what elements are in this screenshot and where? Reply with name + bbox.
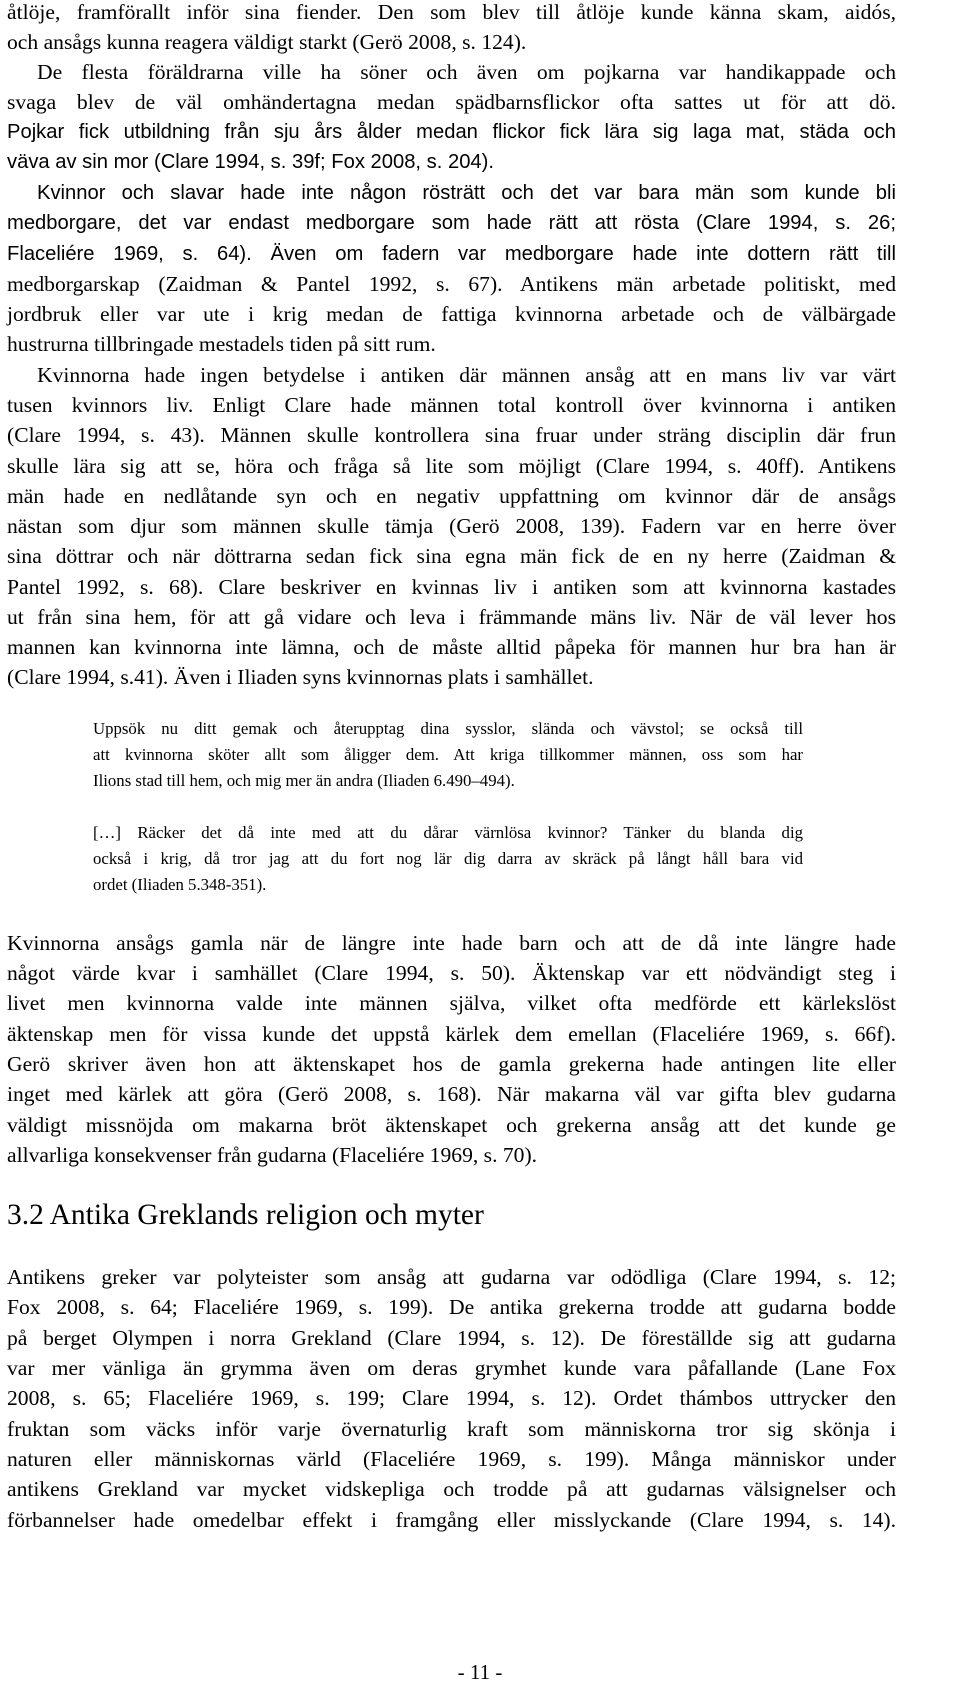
paragraph-6-line-8: antikens Grekland var mycket vidskepliga och trodde på att gudarnas välsignelser och bbox=[7, 1477, 896, 1501]
paragraph-3-line-6: hustrurna tillbringade mestadels tiden på sitt rum. bbox=[7, 332, 436, 356]
block-quote-2-line-1: […] Räcker det då inte med att du dårar värnlösa kvinnor? Tänker du blanda dig bbox=[93, 823, 803, 842]
paragraph-4-line-10: mannen kan kvinnorna inte lämna, och de måste alltid påpeka för mannen hur bra han är bbox=[7, 635, 896, 659]
paragraph-5-line-4: äktenskap men för vissa kunde det uppstå kärlek dem emellan (Flaceliére 1969, s. 66f). bbox=[7, 1022, 896, 1046]
paragraph-5-line-5: Gerö skriver även hon att äktenskapet hos de gamla grekerna hade antingen lite eller bbox=[7, 1052, 896, 1076]
block-quote-1-line-3: Ilions stad till hem, och mig mer än andra (Iliaden 6.490–494). bbox=[93, 771, 515, 790]
paragraph-3-line-5: jordbruk eller var ute i krig medan de fattiga kvinnorna arbetade och de välbärgade bbox=[7, 302, 896, 326]
block-quote-2-line-3: ordet (Iliaden 5.348-351). bbox=[93, 875, 267, 894]
paragraph-3-line-1: Kvinnor och slavar hade inte någon rösträtt och det var bara män som kunde bli bbox=[37, 182, 896, 204]
paragraph-5-line-7: väldigt missnöjda om makarna bröt äktenskapet och grekerna ansåg att det kunde ge bbox=[7, 1113, 896, 1137]
paragraph-5-line-3: livet men kvinnorna valde inte männen själva, vilket ofta medförde ett kärlekslöst bbox=[7, 991, 896, 1015]
paragraph-4-line-7: sina döttrar och när döttrarna sedan fick sina egna män fick de en ny herre (Zaidman & bbox=[7, 544, 896, 568]
block-quote-2-line-2: också i krig, då tror jag att du fort nog lär dig darra av skräck på långt håll bara vid bbox=[93, 849, 803, 868]
block-quote-1-line-2: att kvinnorna sköter allt som åligger dem. Att kriga tillkommer männen, oss som har bbox=[93, 745, 803, 764]
paragraph-3-line-4: medborgarskap (Zaidman & Pantel 1992, s. 67). Antikens män arbetade politiskt, med bbox=[7, 272, 896, 296]
paragraph-6-line-9: förbannelser hade omedelbar effekt i framgång eller misslyckande (Clare 1994, s. 14). bbox=[7, 1508, 896, 1532]
paragraph-3-line-2: medborgare, det var endast medborgare som hade rätt att rösta (Clare 1994, s. 26; bbox=[7, 212, 896, 234]
paragraph-6-line-3: på berget Olympen i norra Grekland (Clare 1994, s. 12). De föreställde sig att gudarna bbox=[7, 1326, 896, 1350]
paragraph-2-line-2: svaga blev de väl omhändertagna medan spädbarnsflickor ofta sattes ut för att dö. bbox=[7, 90, 896, 114]
paragraph-5-line-1: Kvinnorna ansågs gamla när de längre inte hade barn och att de då inte längre hade bbox=[7, 931, 896, 955]
section-heading: 3.2 Antika Greklands religion och myter bbox=[7, 1199, 484, 1231]
paragraph-2-line-1: De flesta föräldrarna ville ha söner och även om pojkarna var handikappade och bbox=[37, 60, 896, 84]
paragraph-6-line-6: fruktan som väcks inför varje övernaturlig kraft som människorna tror sig skönja i bbox=[7, 1417, 896, 1441]
block-quote-1-line-1: Uppsök nu ditt gemak och återupptag dina sysslor, slända och vävstol; se också till bbox=[93, 719, 803, 738]
paragraph-4-line-1: Kvinnorna hade ingen betydelse i antiken där männen ansåg att en mans liv var värt bbox=[37, 363, 896, 387]
paragraph-5-line-2: något värde kvar i samhället (Clare 1994, s. 50). Äktenskap var ett nödvändigt steg i bbox=[7, 961, 896, 985]
paragraph-1-line-2: och ansågs kunna reagera väldigt starkt (Gerö 2008, s. 124). bbox=[7, 30, 527, 54]
paragraph-2-line-4: väva av sin mor (Clare 1994, s. 39f; Fox 2008, s. 204). bbox=[7, 151, 494, 173]
paragraph-6-line-1: Antikens greker var polyteister som ansåg att gudarna var odödliga (Clare 1994, s. 12; bbox=[7, 1265, 896, 1289]
page-number: - 11 - bbox=[457, 1660, 503, 1684]
paragraph-1-line-1: åtlöje, framförallt inför sina fiender. Den som blev till åtlöje kunde känna skam, aidós, bbox=[7, 0, 896, 24]
paragraph-6-line-5: 2008, s. 65; Flaceliére 1969, s. 199; Clare 1994, s. 12). Ordet thámbos uttrycker den bbox=[7, 1386, 896, 1410]
paragraph-4-line-9: ut från sina hem, för att gå vidare och leva i främmande mäns liv. När de väl lever hos bbox=[7, 605, 896, 629]
paragraph-3-line-3: Flaceliére 1969, s. 64). Även om fadern var medborgare hade inte dottern rätt till bbox=[7, 243, 896, 265]
paragraph-4-line-2: tusen kvinnors liv. Enligt Clare hade männen total kontroll över kvinnorna i antiken bbox=[7, 393, 896, 417]
paragraph-4-line-6: nästan som djur som männen skulle tämja (Gerö 2008, 139). Fadern var en herre över bbox=[7, 514, 896, 538]
paragraph-4-line-8: Pantel 1992, s. 68). Clare beskriver en kvinnas liv i antiken som att kvinnorna kastades bbox=[7, 575, 896, 599]
paragraph-2-line-3: Pojkar fick utbildning från sju års ålder medan flickor fick lära sig laga mat, städa och bbox=[7, 121, 896, 143]
paragraph-4-line-5: män hade en nedlåtande syn och en negativ uppfattning om kvinnor där de ansågs bbox=[7, 484, 896, 508]
paragraph-5-line-8: allvarliga konsekvenser från gudarna (Flaceliére 1969, s. 70). bbox=[7, 1143, 538, 1167]
paragraph-6-line-7: naturen eller människornas värld (Flaceliére 1969, s. 199). Många människor under bbox=[7, 1447, 896, 1471]
paragraph-6-line-4: var mer vänliga än grymma även om deras grymhet kunde vara påfallande (Lane Fox bbox=[7, 1356, 896, 1380]
paragraph-5-line-6: inget med kärlek att göra (Gerö 2008, s. 168). När makarna väl var gifta blev gudarna bbox=[7, 1082, 896, 1106]
paragraph-4-line-3: (Clare 1994, s. 43). Männen skulle kontrollera sina fruar under sträng disciplin där frun bbox=[7, 423, 896, 447]
paragraph-4-line-11: (Clare 1994, s.41). Även i Iliaden syns kvinnornas plats i samhället. bbox=[7, 665, 594, 689]
paragraph-6-line-2: Fox 2008, s. 64; Flaceliére 1969, s. 199). De antika grekerna trodde att gudarna bodde bbox=[7, 1295, 896, 1319]
paragraph-4-line-4: skulle lära sig att se, höra och fråga så lite som möjligt (Clare 1994, s. 40ff). Antikens bbox=[7, 454, 896, 478]
